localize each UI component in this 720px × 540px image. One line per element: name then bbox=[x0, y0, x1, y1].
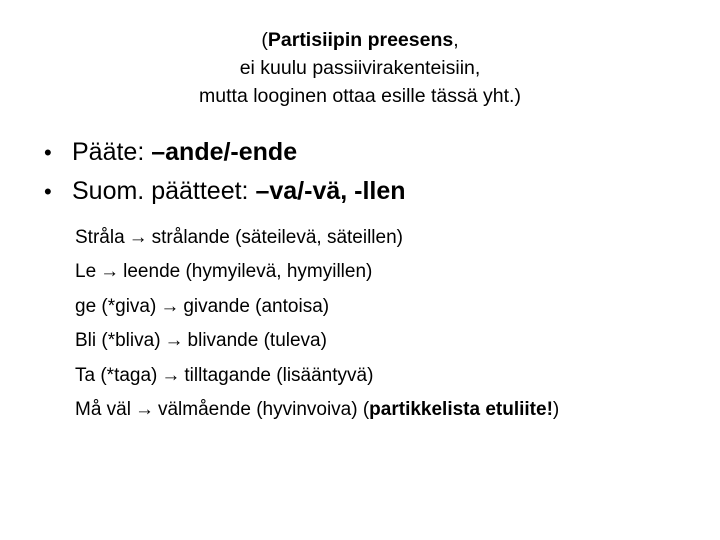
example-verb: Må väl bbox=[75, 399, 131, 421]
header-bold-term: Partisiipin preesens bbox=[267, 29, 454, 51]
example-participle: tilltagande (lisääntyvä) bbox=[184, 364, 374, 386]
header-line-1 bbox=[0, 26, 720, 54]
header-comma: , bbox=[453, 29, 459, 51]
example-verb: ge (*giva) bbox=[75, 295, 157, 317]
example-row bbox=[75, 324, 559, 358]
example-row bbox=[75, 290, 559, 324]
arrow-right-icon: → bbox=[128, 227, 148, 248]
header-line-3: mutta looginen ottaa esille tässä yht.) bbox=[199, 85, 521, 107]
example-row bbox=[75, 221, 559, 255]
header-note bbox=[0, 26, 720, 110]
example-row bbox=[75, 393, 559, 427]
arrow-right-icon: → bbox=[164, 330, 184, 352]
example-note-close: ) bbox=[552, 399, 560, 421]
example-participle: leende (hymyilevä, hymyillen) bbox=[123, 261, 373, 283]
example-participle: strålande (säteilevä, säteillen) bbox=[151, 227, 403, 248]
example-participle: givande (antoisa) bbox=[183, 295, 330, 317]
example-row bbox=[75, 255, 559, 289]
bullet-dot-icon: • bbox=[44, 140, 52, 165]
bullet-list bbox=[44, 133, 406, 211]
bullet-label: Suom. päätteet: bbox=[72, 177, 249, 205]
example-row bbox=[75, 359, 559, 393]
example-participle: välmående (hyvinvoiva) ( bbox=[157, 399, 370, 421]
arrow-right-icon: → bbox=[100, 261, 120, 283]
example-verb: Ta (*taga) bbox=[75, 364, 158, 386]
bullet-item-finnish-endings bbox=[44, 172, 406, 211]
example-verb: Stråla bbox=[75, 227, 125, 248]
header-paren-open: ( bbox=[261, 29, 268, 51]
bullet-label: Pääte: bbox=[72, 138, 145, 166]
header-line-2: ei kuulu passiivirakenteisiin, bbox=[239, 57, 481, 79]
bullet-item-ending bbox=[44, 133, 406, 172]
bullet-value: –ande/-ende bbox=[151, 138, 298, 166]
arrow-right-icon: → bbox=[134, 399, 154, 421]
arrow-right-icon: → bbox=[160, 295, 180, 317]
example-verb: Le bbox=[75, 261, 97, 283]
bullet-dot-icon: • bbox=[44, 179, 52, 204]
bullet-value: –va/-vä, -llen bbox=[255, 177, 406, 205]
example-verb: Bli (*bliva) bbox=[75, 330, 161, 352]
example-note-bold: partikkelista etuliite! bbox=[369, 399, 553, 421]
example-list bbox=[75, 221, 559, 427]
example-participle: blivande (tuleva) bbox=[187, 330, 327, 352]
arrow-right-icon: → bbox=[161, 364, 181, 386]
